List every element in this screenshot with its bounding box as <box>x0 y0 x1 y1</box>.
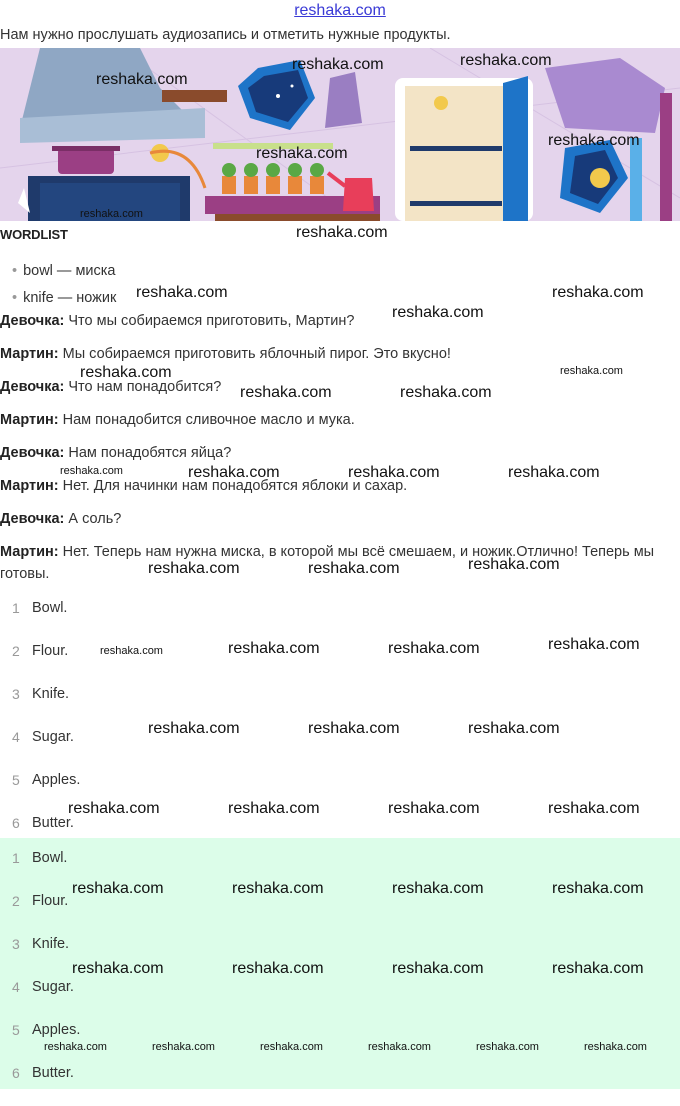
watermark: reshaka.com <box>392 960 484 977</box>
watermark: reshaka.com <box>292 56 384 73</box>
answer-item: 4 Sugar. <box>12 979 74 995</box>
answer-item: 1 Bowl. <box>12 850 68 866</box>
watermark: reshaka.com <box>368 1041 431 1053</box>
watermark: reshaka.com <box>68 800 160 817</box>
watermark: reshaka.com <box>548 636 640 653</box>
dialog-line: Мартин: Мы собираемся приготовить яблочный пирог. Это вкусно! <box>0 346 451 362</box>
watermark: reshaka.com <box>508 464 600 481</box>
watermark: reshaka.com <box>100 645 163 657</box>
site-link[interactable]: reshaka.com <box>294 2 386 19</box>
watermark: reshaka.com <box>148 560 240 577</box>
watermark: reshaka.com <box>584 1041 647 1053</box>
watermark: reshaka.com <box>188 464 280 481</box>
dialog-line: Мартин: Нам понадобится сливочное масло и мука. <box>0 412 355 428</box>
watermark: reshaka.com <box>228 640 320 657</box>
watermark: reshaka.com <box>256 145 348 162</box>
watermark: reshaka.com <box>44 1041 107 1053</box>
dialog-line: Мартин: Нет. Теперь нам нужна миска, в которой мы всё смешаем, и ножик.Отлично! Теперь мы готовы. <box>0 544 655 582</box>
watermark: reshaka.com <box>228 800 320 817</box>
watermark: reshaka.com <box>232 880 324 897</box>
watermark: reshaka.com <box>240 384 332 401</box>
list-item: 6 Butter. <box>12 815 74 831</box>
watermark: reshaka.com <box>460 52 552 69</box>
watermark: reshaka.com <box>72 880 164 897</box>
watermark: reshaka.com <box>232 960 324 977</box>
wordlist-title: WORDLIST <box>0 227 68 242</box>
watermark: reshaka.com <box>388 640 480 657</box>
watermark: reshaka.com <box>152 1041 215 1053</box>
wordlist-item: • bowl — миска <box>12 263 116 279</box>
dialog-line: Мартин: Нет. Для начинки нам понадобятся яблоки и сахар. <box>0 478 408 494</box>
list-item: 5 Apples. <box>12 772 81 788</box>
watermark: reshaka.com <box>296 224 388 241</box>
answer-item: 2 Flour. <box>12 893 69 909</box>
watermark: reshaka.com <box>308 720 400 737</box>
watermark: reshaka.com <box>392 304 484 321</box>
watermark: reshaka.com <box>476 1041 539 1053</box>
watermark: reshaka.com <box>388 800 480 817</box>
watermark: reshaka.com <box>400 384 492 401</box>
watermark: reshaka.com <box>548 800 640 817</box>
watermark: reshaka.com <box>468 556 560 573</box>
dialog-line: Девочка: Что мы собираемся приготовить, Мартин? <box>0 313 355 329</box>
watermark: reshaka.com <box>148 720 240 737</box>
watermark: reshaka.com <box>136 284 228 301</box>
dialog-line: Девочка: Что нам понадобится? <box>0 379 222 395</box>
bullet-icon: • <box>12 263 18 279</box>
watermark: reshaka.com <box>348 464 440 481</box>
watermark: reshaka.com <box>560 365 623 377</box>
watermark: reshaka.com <box>468 720 560 737</box>
watermark: reshaka.com <box>72 960 164 977</box>
answer-item: 6 Butter. <box>12 1065 74 1081</box>
list-item: 3 Knife. <box>12 686 70 702</box>
watermark: reshaka.com <box>80 364 172 381</box>
dialog-line: Девочка: А соль? <box>0 511 122 527</box>
list-item: 4 Sugar. <box>12 729 74 745</box>
intro-text: Нам нужно прослушать аудиозапись и отметить нужные продукты. <box>0 27 451 43</box>
watermark: reshaka.com <box>60 465 123 477</box>
watermark: reshaka.com <box>260 1041 323 1053</box>
bullet-icon: • <box>12 290 18 306</box>
watermark: reshaka.com <box>552 960 644 977</box>
watermark: reshaka.com <box>548 132 640 149</box>
dialog-line: Девочка: Нам понадобятся яйца? <box>0 445 232 461</box>
list-item: 1 Bowl. <box>12 600 68 616</box>
watermark: reshaka.com <box>552 880 644 897</box>
list-item: 2 Flour. <box>12 643 69 659</box>
watermark: reshaka.com <box>308 560 400 577</box>
watermark: reshaka.com <box>552 284 644 301</box>
watermark: reshaka.com <box>80 208 143 220</box>
wordlist <box>12 262 116 316</box>
answer-item: 5 Apples. <box>12 1022 81 1038</box>
watermark: reshaka.com <box>96 71 188 88</box>
answer-item: 3 Knife. <box>12 936 70 952</box>
watermark: reshaka.com <box>392 880 484 897</box>
wordlist-item: • knife — ножик <box>12 290 117 306</box>
